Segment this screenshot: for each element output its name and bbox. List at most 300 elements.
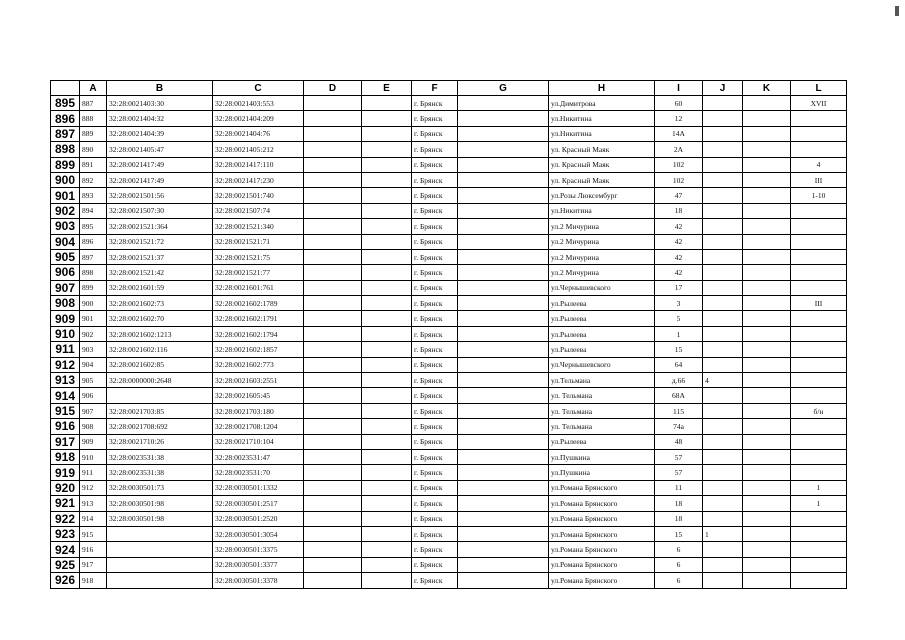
cell-c[interactable]: 32:28:0021417:230 bbox=[213, 172, 304, 187]
cell-g[interactable] bbox=[458, 280, 549, 295]
cell-e[interactable] bbox=[362, 373, 412, 388]
cell-e[interactable] bbox=[362, 326, 412, 341]
cell-k[interactable] bbox=[743, 434, 791, 449]
cell-d[interactable] bbox=[304, 511, 362, 526]
cell-h[interactable]: ул.2 Мичурина bbox=[549, 249, 655, 264]
cell-h[interactable]: ул.Рылеева bbox=[549, 342, 655, 357]
cell-h[interactable]: ул.Романа Брянского bbox=[549, 542, 655, 557]
cell-g[interactable] bbox=[458, 373, 549, 388]
row-number-cell[interactable]: 906 bbox=[51, 265, 80, 280]
row-number-cell[interactable]: 902 bbox=[51, 203, 80, 218]
cell-e[interactable] bbox=[362, 249, 412, 264]
cell-c[interactable]: 32:28:0021703:180 bbox=[213, 403, 304, 418]
column-header-e[interactable]: E bbox=[362, 81, 412, 96]
row-number-cell[interactable]: 900 bbox=[51, 172, 80, 187]
cell-l[interactable]: б/н bbox=[791, 403, 847, 418]
cell-a[interactable]: 903 bbox=[80, 342, 107, 357]
cell-h[interactable]: ул.Пушкина bbox=[549, 449, 655, 464]
cell-a[interactable]: 893 bbox=[80, 188, 107, 203]
cell-i[interactable]: 42 bbox=[655, 219, 703, 234]
cell-k[interactable] bbox=[743, 465, 791, 480]
cell-c[interactable]: 32:28:0030501:3375 bbox=[213, 542, 304, 557]
row-number-cell[interactable]: 923 bbox=[51, 526, 80, 541]
cell-f[interactable]: г. Брянск bbox=[412, 573, 458, 588]
cell-g[interactable] bbox=[458, 449, 549, 464]
cell-h[interactable]: ул.Рылеева bbox=[549, 296, 655, 311]
cell-h[interactable]: ул.Рылеева bbox=[549, 311, 655, 326]
cell-h[interactable]: ул.Розы Люксембург bbox=[549, 188, 655, 203]
cell-c[interactable]: 32:28:0023531:70 bbox=[213, 465, 304, 480]
cell-i[interactable]: 64 bbox=[655, 357, 703, 372]
cell-d[interactable] bbox=[304, 172, 362, 187]
column-header-g[interactable]: G bbox=[458, 81, 549, 96]
cell-j[interactable] bbox=[703, 157, 743, 172]
cell-h[interactable]: ул.2 Мичурина bbox=[549, 265, 655, 280]
cell-l[interactable]: 1-10 bbox=[791, 188, 847, 203]
cell-k[interactable] bbox=[743, 234, 791, 249]
cell-l[interactable] bbox=[791, 142, 847, 157]
cell-l[interactable] bbox=[791, 326, 847, 341]
cell-f[interactable]: г. Брянск bbox=[412, 419, 458, 434]
cell-f[interactable]: г. Брянск bbox=[412, 188, 458, 203]
cell-f[interactable]: г. Брянск bbox=[412, 342, 458, 357]
cell-i[interactable]: д.66 bbox=[655, 373, 703, 388]
row-number-cell[interactable]: 913 bbox=[51, 373, 80, 388]
cell-a[interactable]: 895 bbox=[80, 219, 107, 234]
cell-l[interactable] bbox=[791, 419, 847, 434]
cell-k[interactable] bbox=[743, 449, 791, 464]
row-number-cell[interactable]: 903 bbox=[51, 219, 80, 234]
cell-b[interactable]: 32:28:0023531:38 bbox=[107, 449, 213, 464]
cell-g[interactable] bbox=[458, 357, 549, 372]
cell-b[interactable]: 32:28:0021404:32 bbox=[107, 111, 213, 126]
cell-d[interactable] bbox=[304, 342, 362, 357]
cell-h[interactable]: ул.Никитина bbox=[549, 203, 655, 218]
cell-e[interactable] bbox=[362, 573, 412, 588]
cell-e[interactable] bbox=[362, 188, 412, 203]
cell-l[interactable] bbox=[791, 249, 847, 264]
cell-e[interactable] bbox=[362, 265, 412, 280]
cell-e[interactable] bbox=[362, 496, 412, 511]
cell-e[interactable] bbox=[362, 142, 412, 157]
cell-j[interactable]: 1 bbox=[703, 526, 743, 541]
row-number-cell[interactable]: 904 bbox=[51, 234, 80, 249]
cell-c[interactable]: 32:28:0021521:71 bbox=[213, 234, 304, 249]
cell-h[interactable]: ул. Тельмана bbox=[549, 388, 655, 403]
cell-b[interactable]: 32:28:0021404:39 bbox=[107, 126, 213, 141]
cell-d[interactable] bbox=[304, 573, 362, 588]
cell-l[interactable] bbox=[791, 111, 847, 126]
cell-j[interactable] bbox=[703, 542, 743, 557]
row-number-cell[interactable]: 924 bbox=[51, 542, 80, 557]
cell-a[interactable]: 913 bbox=[80, 496, 107, 511]
cell-j[interactable] bbox=[703, 573, 743, 588]
row-number-cell[interactable]: 901 bbox=[51, 188, 80, 203]
cell-h[interactable]: ул.Романа Брянского bbox=[549, 480, 655, 495]
cell-g[interactable] bbox=[458, 573, 549, 588]
column-header-j[interactable]: J bbox=[703, 81, 743, 96]
cell-f[interactable]: г. Брянск bbox=[412, 280, 458, 295]
cell-b[interactable]: 32:28:0021602:85 bbox=[107, 357, 213, 372]
cell-i[interactable]: 6 bbox=[655, 573, 703, 588]
cell-g[interactable] bbox=[458, 203, 549, 218]
cell-e[interactable] bbox=[362, 157, 412, 172]
cell-b[interactable]: 32:28:0021521:72 bbox=[107, 234, 213, 249]
cell-i[interactable]: 1 bbox=[655, 326, 703, 341]
column-header-i[interactable]: I bbox=[655, 81, 703, 96]
cell-b[interactable]: 32:28:0021521:37 bbox=[107, 249, 213, 264]
row-number-cell[interactable]: 909 bbox=[51, 311, 80, 326]
cell-h[interactable]: ул. Красный Маяк bbox=[549, 172, 655, 187]
cell-a[interactable]: 904 bbox=[80, 357, 107, 372]
cell-c[interactable]: 32:28:0021521:75 bbox=[213, 249, 304, 264]
cell-i[interactable]: 115 bbox=[655, 403, 703, 418]
cell-i[interactable]: 15 bbox=[655, 342, 703, 357]
cell-i[interactable]: 48 bbox=[655, 434, 703, 449]
cell-d[interactable] bbox=[304, 219, 362, 234]
cell-f[interactable]: г. Брянск bbox=[412, 219, 458, 234]
cell-c[interactable]: 32:28:0021602:1794 bbox=[213, 326, 304, 341]
cell-f[interactable]: г. Брянск bbox=[412, 357, 458, 372]
cell-j[interactable] bbox=[703, 449, 743, 464]
cell-b[interactable]: 32:28:0021521:42 bbox=[107, 265, 213, 280]
row-number-cell[interactable]: 907 bbox=[51, 280, 80, 295]
cell-c[interactable]: 32:28:0021403:553 bbox=[213, 96, 304, 111]
cell-i[interactable]: 18 bbox=[655, 511, 703, 526]
cell-g[interactable] bbox=[458, 296, 549, 311]
cell-d[interactable] bbox=[304, 388, 362, 403]
column-header-b[interactable]: B bbox=[107, 81, 213, 96]
cell-b[interactable]: 32:28:0021417:49 bbox=[107, 157, 213, 172]
cell-g[interactable] bbox=[458, 126, 549, 141]
cell-l[interactable] bbox=[791, 542, 847, 557]
cell-c[interactable]: 32:28:0030501:1332 bbox=[213, 480, 304, 495]
cell-c[interactable]: 32:28:0030501:2517 bbox=[213, 496, 304, 511]
cell-j[interactable] bbox=[703, 511, 743, 526]
cell-j[interactable] bbox=[703, 342, 743, 357]
cell-f[interactable]: г. Брянск bbox=[412, 465, 458, 480]
column-header-k[interactable]: K bbox=[743, 81, 791, 96]
cell-c[interactable]: 32:28:0021507:74 bbox=[213, 203, 304, 218]
cell-h[interactable]: ул.Димитрова bbox=[549, 96, 655, 111]
cell-e[interactable] bbox=[362, 96, 412, 111]
cell-b[interactable]: 32:28:0023531:38 bbox=[107, 465, 213, 480]
row-number-cell[interactable]: 918 bbox=[51, 449, 80, 464]
cell-h[interactable]: ул.Рылеева bbox=[549, 434, 655, 449]
cell-a[interactable]: 898 bbox=[80, 265, 107, 280]
cell-l[interactable]: III bbox=[791, 296, 847, 311]
cell-d[interactable] bbox=[304, 357, 362, 372]
row-number-cell[interactable]: 920 bbox=[51, 480, 80, 495]
cell-k[interactable] bbox=[743, 542, 791, 557]
cell-k[interactable] bbox=[743, 511, 791, 526]
cell-c[interactable]: 32:28:0021501:740 bbox=[213, 188, 304, 203]
cell-f[interactable]: г. Брянск bbox=[412, 388, 458, 403]
cell-h[interactable]: ул.Чернышевского bbox=[549, 357, 655, 372]
corner-header-cell[interactable] bbox=[51, 81, 80, 96]
cell-i[interactable]: 12 bbox=[655, 111, 703, 126]
cell-d[interactable] bbox=[304, 142, 362, 157]
cell-b[interactable]: 32:28:0030501:73 bbox=[107, 480, 213, 495]
cell-g[interactable] bbox=[458, 480, 549, 495]
cell-j[interactable] bbox=[703, 126, 743, 141]
cell-f[interactable]: г. Брянск bbox=[412, 511, 458, 526]
cell-a[interactable]: 910 bbox=[80, 449, 107, 464]
cell-l[interactable]: III bbox=[791, 172, 847, 187]
row-number-cell[interactable]: 916 bbox=[51, 419, 80, 434]
cell-k[interactable] bbox=[743, 172, 791, 187]
cell-e[interactable] bbox=[362, 542, 412, 557]
cell-j[interactable] bbox=[703, 219, 743, 234]
cell-e[interactable] bbox=[362, 111, 412, 126]
cell-b[interactable]: 32:28:0021602:70 bbox=[107, 311, 213, 326]
cell-l[interactable] bbox=[791, 357, 847, 372]
cell-c[interactable]: 32:28:0021603:2551 bbox=[213, 373, 304, 388]
cell-c[interactable]: 32:28:0021404:76 bbox=[213, 126, 304, 141]
cell-i[interactable]: 5 bbox=[655, 311, 703, 326]
cell-a[interactable]: 906 bbox=[80, 388, 107, 403]
cell-j[interactable] bbox=[703, 311, 743, 326]
cell-i[interactable]: 6 bbox=[655, 557, 703, 572]
cell-d[interactable] bbox=[304, 296, 362, 311]
cell-d[interactable] bbox=[304, 280, 362, 295]
cell-k[interactable] bbox=[743, 526, 791, 541]
cell-e[interactable] bbox=[362, 342, 412, 357]
cell-a[interactable]: 902 bbox=[80, 326, 107, 341]
row-number-cell[interactable]: 910 bbox=[51, 326, 80, 341]
cell-b[interactable]: 32:28:0021405:47 bbox=[107, 142, 213, 157]
cell-c[interactable]: 32:28:0021521:77 bbox=[213, 265, 304, 280]
cell-f[interactable]: г. Брянск bbox=[412, 557, 458, 572]
cell-l[interactable] bbox=[791, 203, 847, 218]
cell-k[interactable] bbox=[743, 203, 791, 218]
cell-a[interactable]: 887 bbox=[80, 96, 107, 111]
cell-i[interactable]: 2А bbox=[655, 142, 703, 157]
cell-c[interactable]: 32:28:0030501:3377 bbox=[213, 557, 304, 572]
row-number-cell[interactable]: 896 bbox=[51, 111, 80, 126]
cell-l[interactable] bbox=[791, 511, 847, 526]
cell-l[interactable] bbox=[791, 265, 847, 280]
row-number-cell[interactable]: 905 bbox=[51, 249, 80, 264]
cell-i[interactable]: 102 bbox=[655, 157, 703, 172]
cell-j[interactable] bbox=[703, 96, 743, 111]
cell-d[interactable] bbox=[304, 203, 362, 218]
cell-j[interactable]: 4 bbox=[703, 373, 743, 388]
cell-d[interactable] bbox=[304, 111, 362, 126]
cell-d[interactable] bbox=[304, 188, 362, 203]
cell-j[interactable] bbox=[703, 188, 743, 203]
cell-i[interactable]: 74а bbox=[655, 419, 703, 434]
cell-k[interactable] bbox=[743, 157, 791, 172]
cell-f[interactable]: г. Брянск bbox=[412, 480, 458, 495]
cell-j[interactable] bbox=[703, 557, 743, 572]
cell-b[interactable]: 32:28:0021601:59 bbox=[107, 280, 213, 295]
cell-b[interactable]: 32:28:0021501:56 bbox=[107, 188, 213, 203]
cell-f[interactable]: г. Брянск bbox=[412, 172, 458, 187]
cell-b[interactable]: 32:28:0030501:98 bbox=[107, 511, 213, 526]
cell-c[interactable]: 32:28:0021521:340 bbox=[213, 219, 304, 234]
cell-l[interactable] bbox=[791, 280, 847, 295]
cell-k[interactable] bbox=[743, 388, 791, 403]
cell-k[interactable] bbox=[743, 557, 791, 572]
cell-d[interactable] bbox=[304, 234, 362, 249]
cell-c[interactable]: 32:28:0021417:110 bbox=[213, 157, 304, 172]
cell-c[interactable]: 32:28:0021601:761 bbox=[213, 280, 304, 295]
cell-f[interactable]: г. Брянск bbox=[412, 142, 458, 157]
cell-h[interactable]: ул.Тельмана bbox=[549, 373, 655, 388]
cell-h[interactable]: ул.Пушкина bbox=[549, 465, 655, 480]
cell-d[interactable] bbox=[304, 542, 362, 557]
cell-e[interactable] bbox=[362, 526, 412, 541]
cell-a[interactable]: 907 bbox=[80, 403, 107, 418]
cell-b[interactable] bbox=[107, 526, 213, 541]
cell-i[interactable]: 102 bbox=[655, 172, 703, 187]
cell-i[interactable]: 42 bbox=[655, 249, 703, 264]
cell-k[interactable] bbox=[743, 419, 791, 434]
column-header-l[interactable]: L bbox=[791, 81, 847, 96]
cell-g[interactable] bbox=[458, 96, 549, 111]
cell-g[interactable] bbox=[458, 419, 549, 434]
cell-j[interactable] bbox=[703, 249, 743, 264]
cell-g[interactable] bbox=[458, 219, 549, 234]
cell-i[interactable]: 57 bbox=[655, 449, 703, 464]
cell-h[interactable]: ул. Красный Маяк bbox=[549, 157, 655, 172]
cell-a[interactable]: 911 bbox=[80, 465, 107, 480]
cell-c[interactable]: 32:28:0030501:2520 bbox=[213, 511, 304, 526]
cell-a[interactable]: 896 bbox=[80, 234, 107, 249]
cell-f[interactable]: г. Брянск bbox=[412, 96, 458, 111]
cell-f[interactable]: г. Брянск bbox=[412, 526, 458, 541]
cell-d[interactable] bbox=[304, 419, 362, 434]
cell-i[interactable]: 6 bbox=[655, 542, 703, 557]
cell-d[interactable] bbox=[304, 249, 362, 264]
cell-i[interactable]: 3 bbox=[655, 296, 703, 311]
cell-d[interactable] bbox=[304, 465, 362, 480]
cell-g[interactable] bbox=[458, 511, 549, 526]
cell-e[interactable] bbox=[362, 280, 412, 295]
cell-a[interactable]: 899 bbox=[80, 280, 107, 295]
cell-e[interactable] bbox=[362, 511, 412, 526]
cell-b[interactable]: 32:28:0021521:364 bbox=[107, 219, 213, 234]
cell-l[interactable]: 1 bbox=[791, 480, 847, 495]
cell-f[interactable]: г. Брянск bbox=[412, 434, 458, 449]
cell-d[interactable] bbox=[304, 311, 362, 326]
cell-f[interactable]: г. Брянск bbox=[412, 496, 458, 511]
cell-b[interactable]: 32:28:0021602:116 bbox=[107, 342, 213, 357]
cell-d[interactable] bbox=[304, 449, 362, 464]
cell-h[interactable]: ул.Романа Брянского bbox=[549, 557, 655, 572]
cell-l[interactable]: 1 bbox=[791, 496, 847, 511]
cell-f[interactable]: г. Брянск bbox=[412, 234, 458, 249]
cell-d[interactable] bbox=[304, 157, 362, 172]
row-number-cell[interactable]: 895 bbox=[51, 96, 80, 111]
cell-k[interactable] bbox=[743, 188, 791, 203]
cell-e[interactable] bbox=[362, 172, 412, 187]
cell-k[interactable] bbox=[743, 280, 791, 295]
cell-h[interactable]: ул.2 Мичурина bbox=[549, 234, 655, 249]
cell-b[interactable]: 32:28:0021417:49 bbox=[107, 172, 213, 187]
cell-h[interactable]: ул.Романа Брянского bbox=[549, 496, 655, 511]
cell-j[interactable] bbox=[703, 142, 743, 157]
cell-b[interactable]: 32:28:0021708:692 bbox=[107, 419, 213, 434]
cell-k[interactable] bbox=[743, 342, 791, 357]
cell-d[interactable] bbox=[304, 326, 362, 341]
cell-j[interactable] bbox=[703, 280, 743, 295]
cell-h[interactable]: ул.Никитина bbox=[549, 126, 655, 141]
cell-b[interactable] bbox=[107, 542, 213, 557]
cell-i[interactable]: 42 bbox=[655, 265, 703, 280]
cell-g[interactable] bbox=[458, 234, 549, 249]
cell-j[interactable] bbox=[703, 480, 743, 495]
cell-j[interactable] bbox=[703, 203, 743, 218]
cell-i[interactable]: 17 bbox=[655, 280, 703, 295]
cell-j[interactable] bbox=[703, 265, 743, 280]
cell-i[interactable]: 14А bbox=[655, 126, 703, 141]
cell-l[interactable] bbox=[791, 342, 847, 357]
row-number-cell[interactable]: 912 bbox=[51, 357, 80, 372]
row-number-cell[interactable]: 898 bbox=[51, 142, 80, 157]
cell-f[interactable]: г. Брянск bbox=[412, 203, 458, 218]
cell-a[interactable]: 892 bbox=[80, 172, 107, 187]
cell-a[interactable]: 908 bbox=[80, 419, 107, 434]
cell-a[interactable]: 889 bbox=[80, 126, 107, 141]
cell-k[interactable] bbox=[743, 265, 791, 280]
cell-g[interactable] bbox=[458, 311, 549, 326]
cell-i[interactable]: 42 bbox=[655, 234, 703, 249]
cell-e[interactable] bbox=[362, 203, 412, 218]
cell-j[interactable] bbox=[703, 357, 743, 372]
cell-a[interactable]: 916 bbox=[80, 542, 107, 557]
cell-f[interactable]: г. Брянск bbox=[412, 126, 458, 141]
cell-h[interactable]: ул. Тельмана bbox=[549, 419, 655, 434]
cell-l[interactable] bbox=[791, 434, 847, 449]
cell-b[interactable]: 32:28:0021602:73 bbox=[107, 296, 213, 311]
cell-d[interactable] bbox=[304, 496, 362, 511]
cell-j[interactable] bbox=[703, 111, 743, 126]
cell-j[interactable] bbox=[703, 465, 743, 480]
cell-f[interactable]: г. Брянск bbox=[412, 265, 458, 280]
cell-h[interactable]: ул.Романа Брянского bbox=[549, 511, 655, 526]
cell-k[interactable] bbox=[743, 480, 791, 495]
cell-i[interactable]: 18 bbox=[655, 203, 703, 218]
cell-h[interactable]: ул.Чернышевского bbox=[549, 280, 655, 295]
cell-b[interactable]: 32:28:0021507:30 bbox=[107, 203, 213, 218]
cell-g[interactable] bbox=[458, 111, 549, 126]
cell-d[interactable] bbox=[304, 373, 362, 388]
cell-k[interactable] bbox=[743, 326, 791, 341]
cell-l[interactable] bbox=[791, 557, 847, 572]
cell-h[interactable]: ул. Тельмана bbox=[549, 403, 655, 418]
cell-f[interactable]: г. Брянск bbox=[412, 311, 458, 326]
cell-f[interactable]: г. Брянск bbox=[412, 157, 458, 172]
cell-k[interactable] bbox=[743, 249, 791, 264]
cell-a[interactable]: 918 bbox=[80, 573, 107, 588]
cell-i[interactable]: 47 bbox=[655, 188, 703, 203]
cell-h[interactable]: ул.Романа Брянского bbox=[549, 526, 655, 541]
cell-f[interactable]: г. Брянск bbox=[412, 373, 458, 388]
cell-a[interactable]: 897 bbox=[80, 249, 107, 264]
cell-k[interactable] bbox=[743, 357, 791, 372]
cell-d[interactable] bbox=[304, 526, 362, 541]
cell-j[interactable] bbox=[703, 326, 743, 341]
cell-f[interactable]: г. Брянск bbox=[412, 111, 458, 126]
cell-e[interactable] bbox=[362, 403, 412, 418]
cell-k[interactable] bbox=[743, 403, 791, 418]
cell-d[interactable] bbox=[304, 434, 362, 449]
column-header-h[interactable]: H bbox=[549, 81, 655, 96]
row-number-cell[interactable]: 921 bbox=[51, 496, 80, 511]
row-number-cell[interactable]: 915 bbox=[51, 403, 80, 418]
